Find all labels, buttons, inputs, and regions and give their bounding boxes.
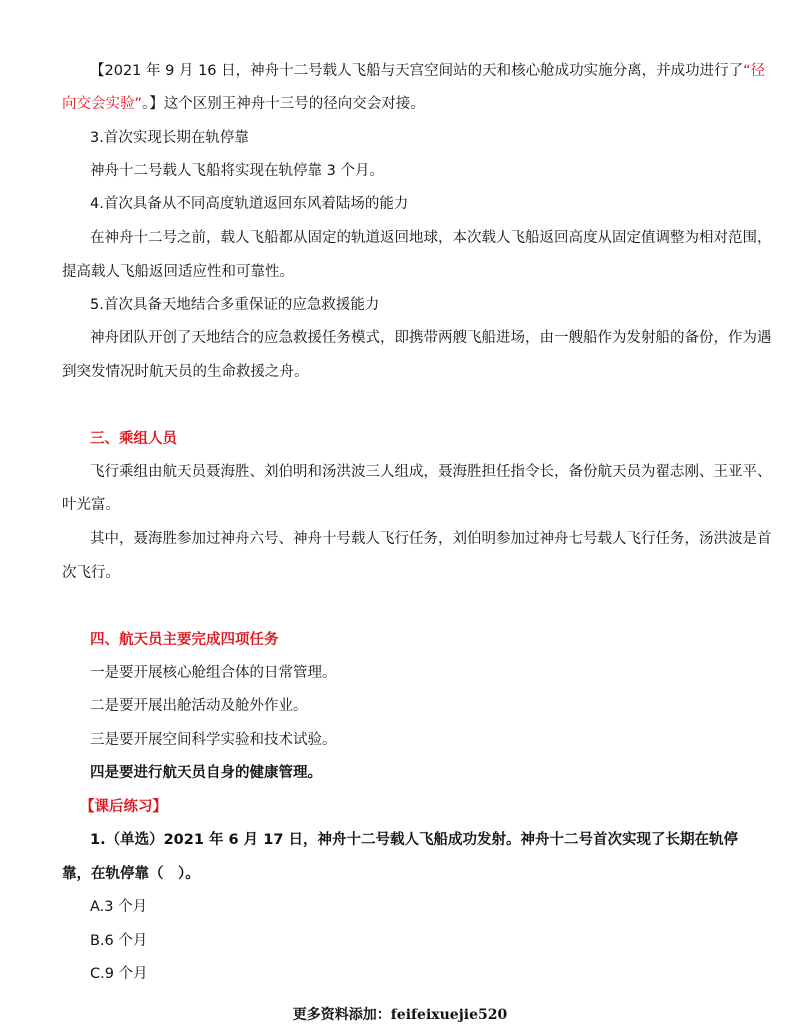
highlight-text: “径 xyxy=(743,63,766,79)
task-item: 三是要开展空间科学实验和技术试验。 xyxy=(90,732,337,748)
text-span: 。】这个区别王神舟十三号的径向交会对接。 xyxy=(142,96,425,112)
paragraph-line: 到突发情况时航天员的生命救援之舟。 xyxy=(62,364,309,380)
task-item: 四是要进行航天员自身的健康管理。 xyxy=(90,765,322,781)
question-line: 1.（单选）2021 年 6 月 17 日，神舟十二号载人飞船成功发射。神舟十二号首次实现了长期在轨停 xyxy=(90,832,738,848)
paragraph-line xyxy=(62,94,740,114)
paragraph-line: 叶光富。 xyxy=(62,497,120,513)
question-line: 靠，在轨停靠（ ）。 xyxy=(62,866,200,882)
section-title-crew: 三、乘组人员 xyxy=(90,431,177,447)
paragraph-line xyxy=(90,61,766,81)
text-span: 【2021 年 9 月 16 日，神舟十二号载人飞船与天宫空间站的天和核心舱成功实施分离，并成功进行了 xyxy=(90,63,744,79)
highlight-text: 向交会实验” xyxy=(62,96,143,112)
footer-note: 更多资料添加：feifeixuejie520 xyxy=(292,1007,508,1023)
paragraph-line: 在神舟十二号之前，载人飞船都从固定的轨道返回地球，本次载人飞船返回高度从固定值调整为相对范围， xyxy=(90,230,772,246)
task-item: 一是要开展核心舱组合体的日常管理。 xyxy=(90,665,337,681)
task-item: 二是要开展出舱活动及舱外作业。 xyxy=(90,698,308,714)
subheading-3: 3.首次实现长期在轨停靠 xyxy=(90,130,249,146)
option-b: B.6 个月 xyxy=(90,933,148,949)
option-c: C.9 个月 xyxy=(90,966,148,982)
paragraph-line: 其中，聂海胜参加过神舟六号、神舟十号载人飞行任务，刘伯明参加过神舟七号载人飞行任务，汤洪波是首 xyxy=(90,531,772,547)
exercise-title: 【课后练习】 xyxy=(80,799,167,815)
subheading-5: 5.首次具备天地结合多重保证的应急救援能力 xyxy=(90,297,380,313)
paragraph-line: 提高载人飞船返回适应性和可靠性。 xyxy=(62,264,294,280)
subheading-4: 4.首次具备从不同高度轨道返回东风着陆场的能力 xyxy=(90,196,409,212)
section-title-tasks: 四、航天员主要完成四项任务 xyxy=(90,632,279,648)
paragraph-line: 神舟十二号载人飞船将实现在轨停靠 3 个月。 xyxy=(90,163,384,179)
paragraph-line: 神舟团队开创了天地结合的应急救援任务模式，即携带两艘飞船进场，由一艘船作为发射船的备份，作为遇 xyxy=(90,330,772,346)
paragraph-line: 次飞行。 xyxy=(62,565,120,581)
option-a: A.3 个月 xyxy=(90,899,148,915)
paragraph-line: 飞行乘组由航天员聂海胜、刘伯明和汤洪波三人组成，聂海胜担任指令长，备份航天员为翟志刚、王亚平、 xyxy=(90,464,772,480)
